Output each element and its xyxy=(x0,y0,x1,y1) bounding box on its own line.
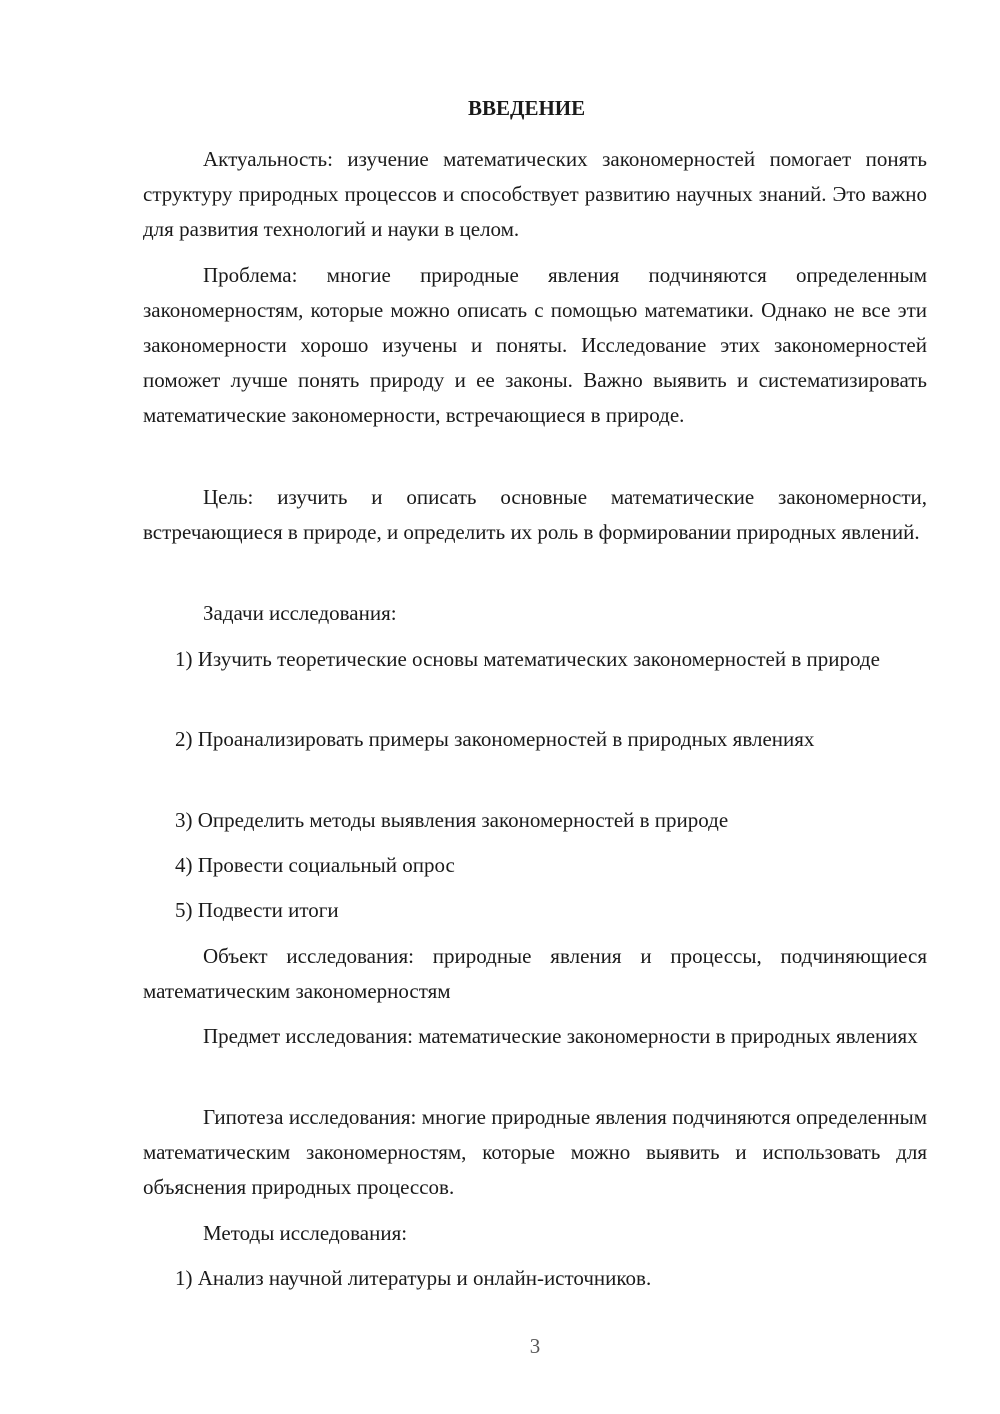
list-item: 5) Подвести итоги xyxy=(175,898,339,922)
list-item: 4) Провести социальный опрос xyxy=(175,853,455,877)
list-item: 1) Анализ научной литературы и онлайн-источников. xyxy=(175,1266,652,1290)
list-item: 3) Определить методы выявления закономерностей в природе xyxy=(175,808,729,832)
list-item: 1) Изучить теоретические основы математических закономерностей в природе xyxy=(175,647,880,671)
paragraph-object: Объект исследования: природные явления и процессы, подчиняющиеся математическим закономерностям xyxy=(143,944,927,1003)
tasks-title: Задачи исследования: xyxy=(203,601,397,625)
page-number: 3 xyxy=(529,1334,541,1358)
page-title xyxy=(72,96,1000,121)
list-item: 2) Проанализировать примеры закономерностей в природных явлениях xyxy=(175,727,815,751)
paragraph-goal: Цель: изучить и описать основные математические закономерности, встречающиеся в природе, и определить их роль в формировании природных явлений. xyxy=(143,485,927,544)
page-title-text: ВВЕДЕНИЕ xyxy=(468,96,586,120)
paragraph-subject: Предмет исследования: математические закономерности в природных явлениях xyxy=(203,1024,918,1048)
methods-title: Методы исследования: xyxy=(203,1221,408,1245)
paragraph-problem: Проблема: многие природные явления подчиняются определенным закономерностям, которые можно описать с помощью математики. Однако не все эти закономерности хорошо изучены и поняты. Исследование этих закономерностей поможет лучше понять природу и ее законы. Важно выявить и систематизировать математические закономерности, встречающиеся в природе. xyxy=(143,263,927,427)
paragraph-relevance: Актуальность: изучение математических закономерностей помогает понять структуру природных процессов и способствует развитию научных знаний. Это важно для развития технологий и науки в целом. xyxy=(143,147,927,241)
paragraph-hypothesis: Гипотеза исследования: многие природные явления подчиняются определенным математическим закономерностям, которые можно выявить и использовать для объяснения природных процессов. xyxy=(143,1105,927,1199)
